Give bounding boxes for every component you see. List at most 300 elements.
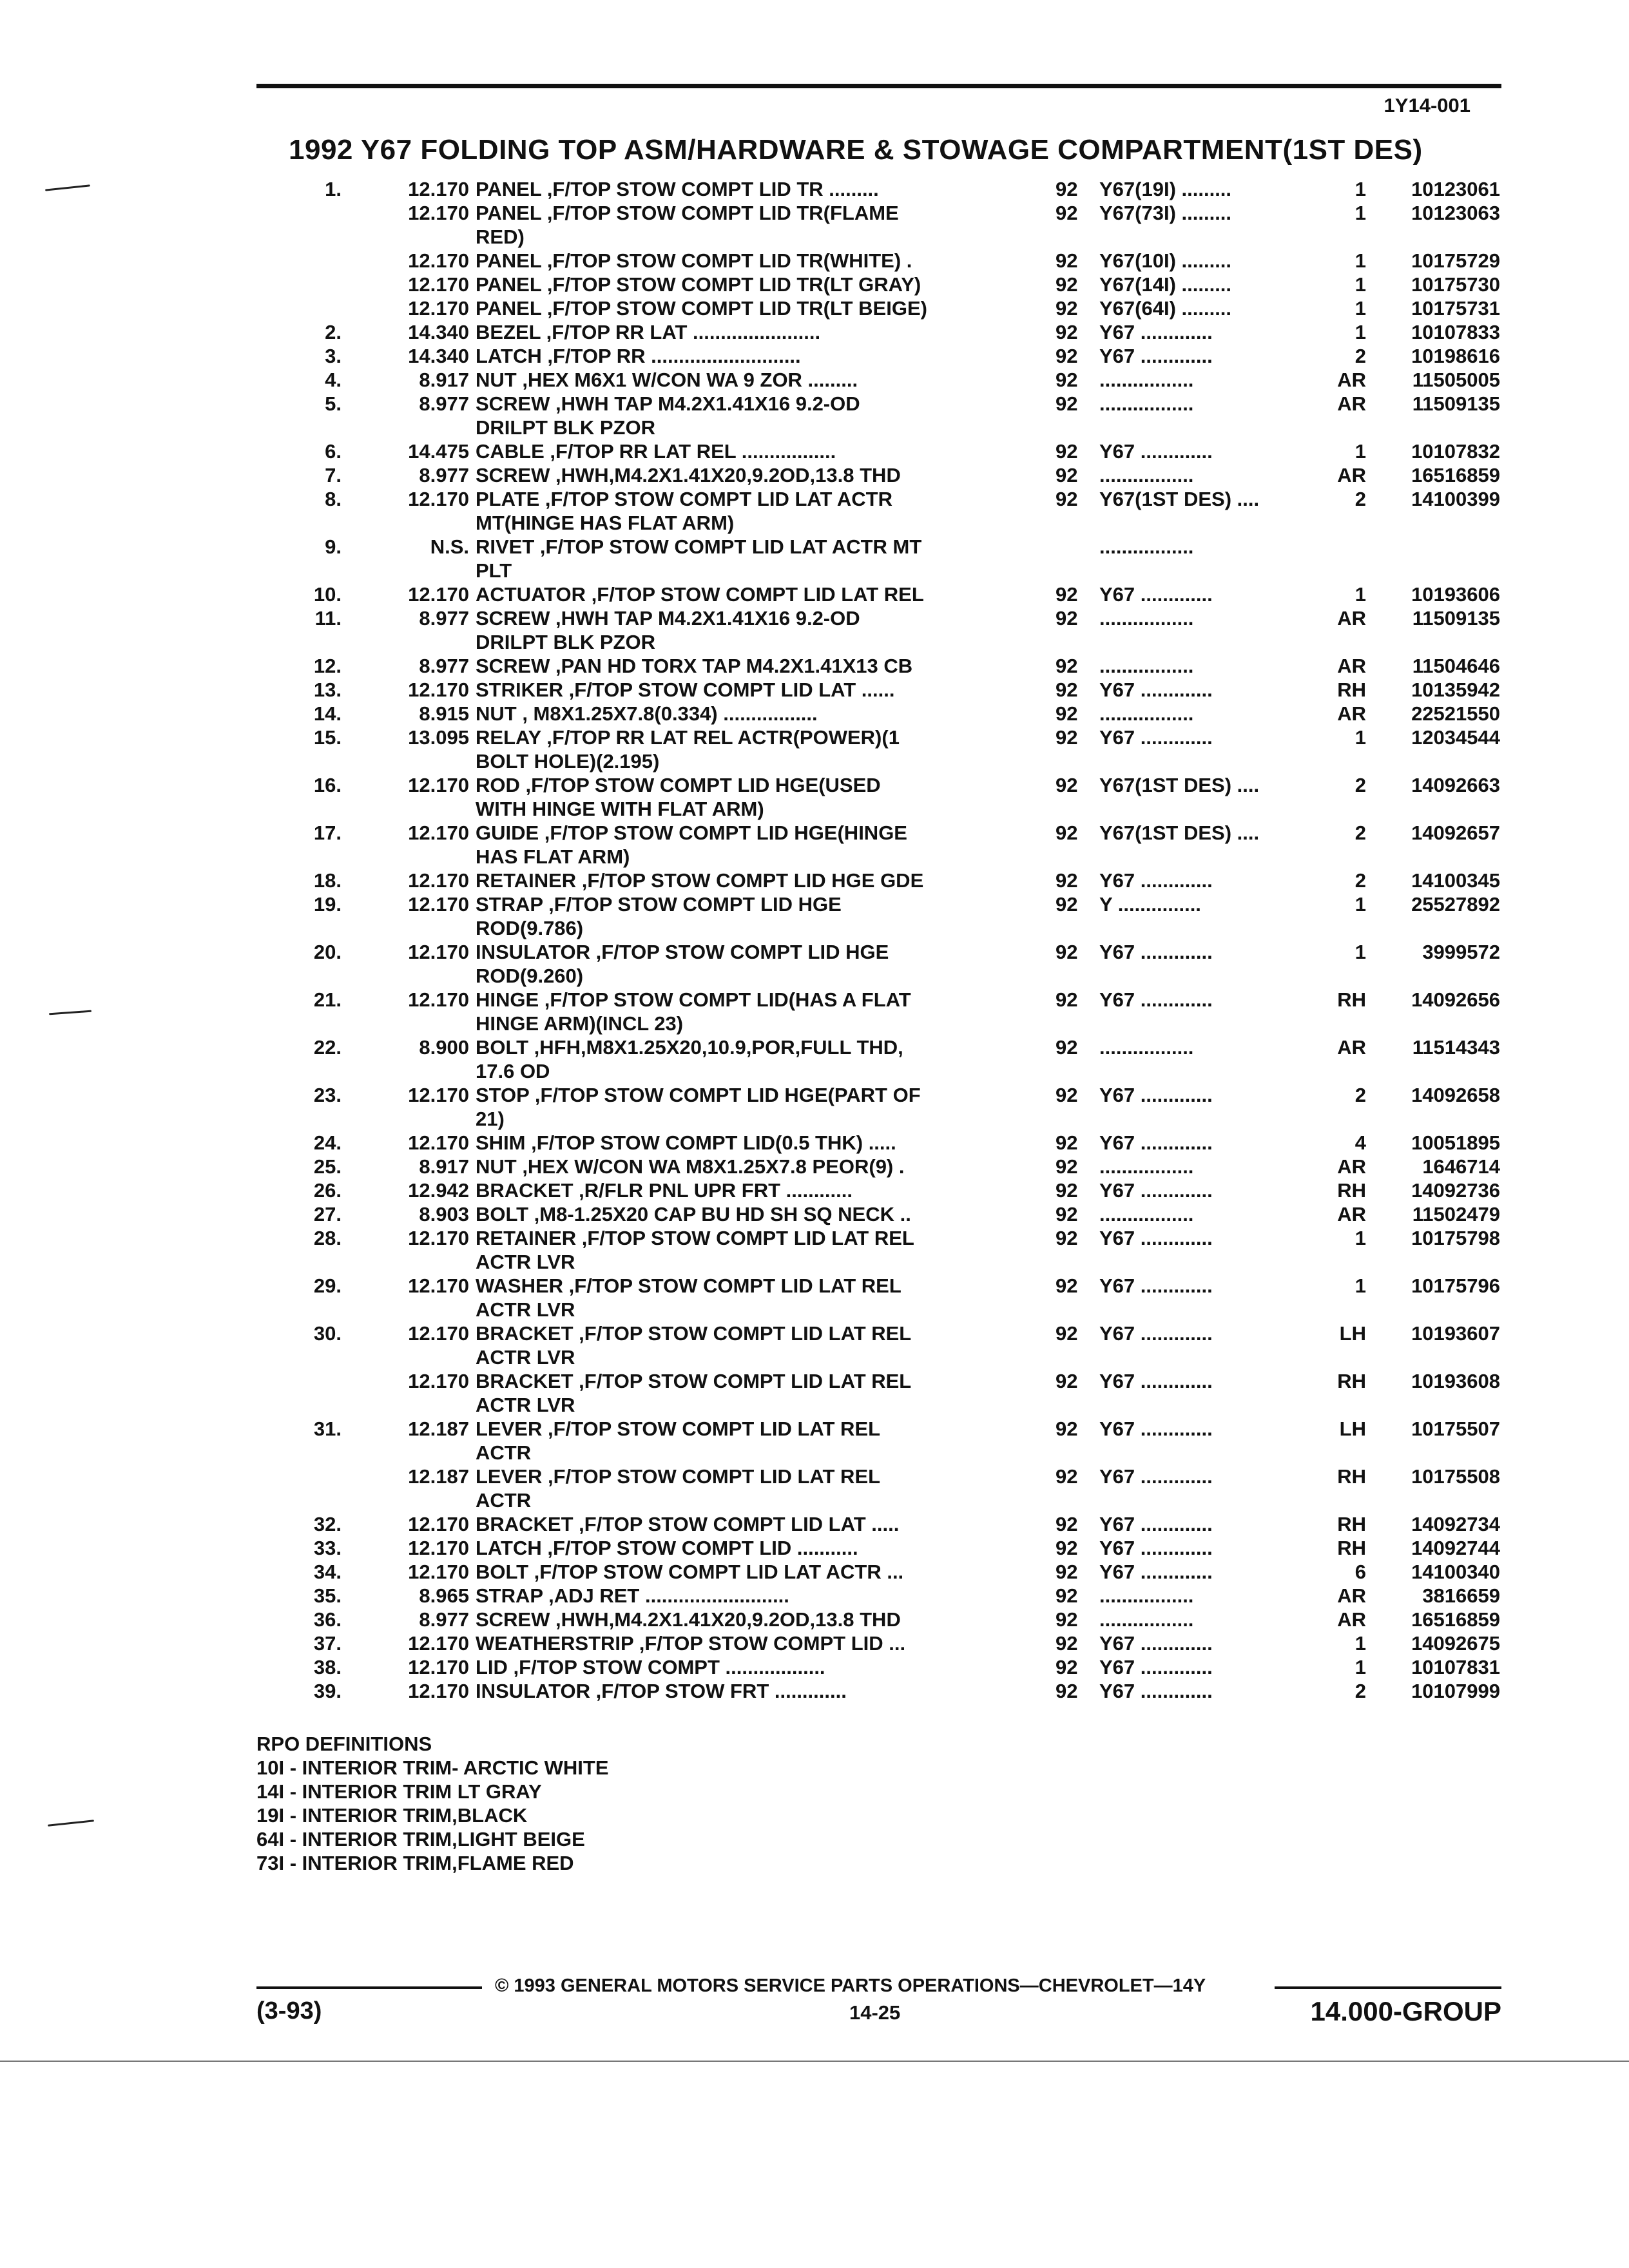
- part-description: ACTUATOR ,F/TOP STOW COMPT LID LAT REL: [476, 583, 924, 606]
- rpo-item: 73I - INTERIOR TRIM,FLAME RED: [256, 1852, 574, 1874]
- quantity: 2: [1354, 345, 1366, 367]
- part-number: 11502479: [1412, 1203, 1500, 1225]
- model-year: 92: [1055, 607, 1078, 629]
- part-description: BOLT ,F/TOP STOW COMPT LID LAT ACTR ...: [476, 1561, 904, 1583]
- model-year: 92: [1055, 273, 1078, 296]
- parts-row: [0, 1369, 1629, 1417]
- part-description: NUT , M8X1.25X7.8(0.334) .................: [476, 702, 818, 725]
- parts-row: [0, 606, 1629, 654]
- part-number: 10175508: [1411, 1465, 1500, 1488]
- quantity: RH: [1337, 678, 1366, 701]
- model-code: .................: [1099, 702, 1194, 725]
- quantity: 6: [1354, 1561, 1366, 1583]
- quantity: AR: [1337, 1155, 1366, 1178]
- part-description: RELAY ,F/TOP RR LAT REL ACTR(POWER)(1 BOLT HOLE)(2.195): [476, 726, 900, 773]
- quantity: 2: [1354, 774, 1366, 796]
- part-number: 10175796: [1411, 1274, 1500, 1297]
- item-number: 22.: [313, 1036, 342, 1059]
- group-number: 8.977: [419, 464, 469, 486]
- model-year: 92: [1055, 726, 1078, 749]
- model-code: Y67(19I) .........: [1099, 178, 1232, 200]
- part-description: LATCH ,F/TOP RR ...........................: [476, 345, 801, 367]
- part-number: 11514343: [1412, 1036, 1500, 1059]
- part-number: 3999572: [1422, 941, 1500, 963]
- model-code: Y67 .............: [1099, 678, 1213, 701]
- part-number: 10193607: [1411, 1322, 1500, 1345]
- parts-row: [0, 1655, 1629, 1679]
- footer-copyright: © 1993 GENERAL MOTORS SERVICE PARTS OPERATIONS—CHEVROLET—14Y: [495, 1975, 1206, 1996]
- parts-row: [0, 726, 1629, 773]
- parts-row: [0, 1631, 1629, 1655]
- quantity: 2: [1354, 869, 1366, 892]
- model-year: 92: [1055, 988, 1078, 1011]
- part-number: 10051895: [1411, 1131, 1500, 1154]
- part-number: 16516859: [1411, 1608, 1500, 1631]
- group-number: 12.170: [408, 1561, 469, 1583]
- quantity: 1: [1354, 202, 1366, 224]
- parts-row: [0, 463, 1629, 487]
- parts-row: [0, 1274, 1629, 1321]
- model-year: 92: [1055, 678, 1078, 701]
- parts-row: [0, 869, 1629, 892]
- group-number: 12.187: [408, 1418, 469, 1440]
- part-number: 25527892: [1411, 893, 1500, 916]
- parts-row: [0, 773, 1629, 821]
- model-year: 92: [1055, 1465, 1078, 1488]
- group-number: 12.170: [408, 1274, 469, 1297]
- model-code: .................: [1099, 1155, 1194, 1178]
- part-description: NUT ,HEX W/CON WA M8X1.25X7.8 PEOR(9) .: [476, 1155, 905, 1178]
- part-description: SCREW ,PAN HD TORX TAP M4.2X1.41X13 CB: [476, 655, 913, 677]
- item-number: 38.: [313, 1656, 342, 1678]
- model-year: 92: [1055, 1322, 1078, 1345]
- item-number: 32.: [313, 1513, 342, 1535]
- model-year: 92: [1055, 297, 1078, 320]
- part-description: GUIDE ,F/TOP STOW COMPT LID HGE(HINGE HAS FLAT ARM): [476, 822, 907, 868]
- part-number: 10175798: [1411, 1227, 1500, 1249]
- part-number: 10107831: [1411, 1656, 1500, 1678]
- group-number: 8.977: [419, 392, 469, 415]
- model-code: Y67 .............: [1099, 1465, 1213, 1488]
- model-code: Y67 .............: [1099, 1084, 1213, 1106]
- part-description: NUT ,HEX M6X1 W/CON WA 9 ZOR .........: [476, 369, 858, 391]
- footer-group: 14.000-GROUP: [1310, 1996, 1501, 2026]
- part-description: PANEL ,F/TOP STOW COMPT LID TR(LT GRAY): [476, 273, 921, 296]
- item-number: 28.: [313, 1227, 342, 1249]
- part-description: BEZEL ,F/TOP RR LAT .......................: [476, 321, 821, 343]
- rpo-definitions: [256, 1732, 609, 1875]
- part-number: 14100399: [1411, 488, 1500, 510]
- quantity: 1: [1354, 1227, 1366, 1249]
- item-number: 1.: [325, 178, 342, 200]
- part-number: 10107832: [1411, 440, 1500, 463]
- part-description: STRAP ,F/TOP STOW COMPT LID HGE ROD(9.786): [476, 893, 842, 939]
- model-code: Y67 .............: [1099, 869, 1213, 892]
- model-year: 92: [1055, 1608, 1078, 1631]
- model-code: Y67 .............: [1099, 1680, 1213, 1702]
- quantity: 1: [1354, 1274, 1366, 1297]
- group-number: 12.170: [408, 822, 469, 844]
- footer-date: (3-93): [256, 1997, 322, 2024]
- model-year: 92: [1055, 1179, 1078, 1202]
- part-description: SHIM ,F/TOP STOW COMPT LID(0.5 THK) .....: [476, 1131, 896, 1154]
- bottom-scan-line: [0, 2061, 1629, 2062]
- model-year: 92: [1055, 1084, 1078, 1106]
- parts-row: [0, 1679, 1629, 1703]
- parts-row: [0, 1512, 1629, 1536]
- model-year: 92: [1055, 369, 1078, 391]
- parts-row: [0, 1417, 1629, 1465]
- part-number: 14100345: [1411, 869, 1500, 892]
- part-description: LEVER ,F/TOP STOW COMPT LID LAT REL ACTR: [476, 1465, 881, 1512]
- group-number: 12.170: [408, 1131, 469, 1154]
- item-number: 34.: [313, 1561, 342, 1583]
- part-number: 1646714: [1422, 1155, 1500, 1178]
- model-code: Y67 .............: [1099, 1227, 1213, 1249]
- part-description: HINGE ,F/TOP STOW COMPT LID(HAS A FLAT HINGE ARM)(INCL 23): [476, 988, 911, 1035]
- group-number: 8.977: [419, 655, 469, 677]
- quantity: RH: [1337, 1465, 1366, 1488]
- model-year: 92: [1055, 440, 1078, 463]
- part-description: SCREW ,HWH,M4.2X1.41X20,9.2OD,13.8 THD: [476, 464, 901, 486]
- parts-row: [0, 1178, 1629, 1202]
- part-description: BRACKET ,R/FLR PNL UPR FRT ............: [476, 1179, 853, 1202]
- group-number: 8.917: [419, 1155, 469, 1178]
- group-number: 8.900: [419, 1036, 469, 1059]
- parts-row: [0, 392, 1629, 439]
- parts-row: [0, 487, 1629, 535]
- group-number: 12.170: [408, 583, 469, 606]
- group-number: 12.170: [408, 1656, 469, 1678]
- model-code: Y67 .............: [1099, 321, 1213, 343]
- model-code: Y67 .............: [1099, 1632, 1213, 1655]
- rpo-item: 14I - INTERIOR TRIM LT GRAY: [256, 1780, 542, 1803]
- model-code: Y67 .............: [1099, 1418, 1213, 1440]
- group-number: 12.170: [408, 988, 469, 1011]
- model-code: .................: [1099, 369, 1194, 391]
- quantity: RH: [1337, 1370, 1366, 1392]
- item-number: 30.: [313, 1322, 342, 1345]
- model-code: .................: [1099, 655, 1194, 677]
- group-number: 12.170: [408, 941, 469, 963]
- quantity: AR: [1337, 1036, 1366, 1059]
- group-number: 12.170: [408, 178, 469, 200]
- model-year: 92: [1055, 202, 1078, 224]
- group-number: 12.170: [408, 1632, 469, 1655]
- group-number: 8.915: [419, 702, 469, 725]
- parts-list: [0, 177, 1629, 1703]
- quantity: 1: [1354, 893, 1366, 916]
- part-number: 14092663: [1411, 774, 1500, 796]
- parts-row: [0, 296, 1629, 320]
- part-description: BOLT ,HFH,M8X1.25X20,10.9,POR,FULL THD, 17.6 OD: [476, 1036, 903, 1082]
- group-number: 12.170: [408, 869, 469, 892]
- rpo-item: 19I - INTERIOR TRIM,BLACK: [256, 1804, 528, 1827]
- part-description: WEATHERSTRIP ,F/TOP STOW COMPT LID ...: [476, 1632, 906, 1655]
- item-number: 9.: [325, 535, 342, 558]
- item-number: 8.: [325, 488, 342, 510]
- part-description: WASHER ,F/TOP STOW COMPT LID LAT REL ACTR LVR: [476, 1274, 901, 1321]
- model-year: 92: [1055, 702, 1078, 725]
- part-description: RETAINER ,F/TOP STOW COMPT LID LAT REL ACTR LVR: [476, 1227, 914, 1273]
- model-year: 92: [1055, 1418, 1078, 1440]
- model-code: Y67 .............: [1099, 1131, 1213, 1154]
- part-number: 11509135: [1412, 607, 1500, 629]
- parts-row: [0, 344, 1629, 368]
- part-number: 10123063: [1411, 202, 1500, 224]
- part-number: 14092744: [1411, 1537, 1500, 1559]
- model-code: Y67 .............: [1099, 1274, 1213, 1297]
- part-number: 16516859: [1411, 464, 1500, 486]
- parts-row: [0, 368, 1629, 392]
- quantity: RH: [1337, 988, 1366, 1011]
- group-number: 12.170: [408, 1370, 469, 1392]
- item-number: 37.: [313, 1632, 342, 1655]
- parts-row: [0, 1155, 1629, 1178]
- model-code: Y67(10I) .........: [1099, 249, 1232, 272]
- quantity: 1: [1354, 273, 1366, 296]
- quantity: AR: [1337, 392, 1366, 415]
- model-year: 92: [1055, 1680, 1078, 1702]
- model-year: 92: [1055, 178, 1078, 200]
- group-number: 12.170: [408, 202, 469, 224]
- quantity: 2: [1354, 822, 1366, 844]
- model-code: Y67(73I) .........: [1099, 202, 1232, 224]
- parts-row: [0, 1536, 1629, 1560]
- item-number: 29.: [313, 1274, 342, 1297]
- group-number: N.S.: [430, 535, 469, 558]
- part-description: PANEL ,F/TOP STOW COMPT LID TR .........: [476, 178, 879, 200]
- quantity: 1: [1354, 941, 1366, 963]
- model-year: 92: [1055, 1227, 1078, 1249]
- parts-row: [0, 1560, 1629, 1584]
- parts-row: [0, 1608, 1629, 1631]
- part-description: SCREW ,HWH,M4.2X1.41X20,9.2OD,13.8 THD: [476, 1608, 901, 1631]
- quantity: RH: [1337, 1179, 1366, 1202]
- part-description: LATCH ,F/TOP STOW COMPT LID ...........: [476, 1537, 858, 1559]
- parts-row: [0, 201, 1629, 249]
- group-number: 14.475: [408, 440, 469, 463]
- part-number: 10107833: [1411, 321, 1500, 343]
- part-description: RIVET ,F/TOP STOW COMPT LID LAT ACTR MT PLT: [476, 535, 922, 582]
- item-number: 6.: [325, 440, 342, 463]
- model-code: Y ...............: [1099, 893, 1201, 916]
- model-code: .................: [1099, 607, 1194, 629]
- part-description: RETAINER ,F/TOP STOW COMPT LID HGE GDE: [476, 869, 924, 892]
- part-description: SCREW ,HWH TAP M4.2X1.41X16 9.2-OD DRILPT BLK PZOR: [476, 392, 860, 439]
- model-year: 92: [1055, 1036, 1078, 1059]
- quantity: AR: [1337, 369, 1366, 391]
- quantity: RH: [1337, 1513, 1366, 1535]
- footer-rule: [1275, 1986, 1501, 1989]
- group-number: 12.170: [408, 1513, 469, 1535]
- model-code: Y67 .............: [1099, 1561, 1213, 1583]
- part-number: 10193608: [1411, 1370, 1500, 1392]
- parts-row: [0, 678, 1629, 702]
- model-code: Y67(1ST DES) ....: [1099, 822, 1260, 844]
- model-code: Y67(64I) .........: [1099, 297, 1232, 320]
- item-number: 14.: [313, 702, 342, 725]
- part-number: 10175731: [1411, 297, 1500, 320]
- model-code: Y67 .............: [1099, 941, 1213, 963]
- rpo-item: 10I - INTERIOR TRIM- ARCTIC WHITE: [256, 1756, 609, 1779]
- part-number: 11504646: [1412, 655, 1500, 677]
- part-description: PANEL ,F/TOP STOW COMPT LID TR(FLAME RED): [476, 202, 899, 248]
- part-description: CABLE ,F/TOP RR LAT REL .................: [476, 440, 836, 463]
- part-number: 10135942: [1411, 678, 1500, 701]
- model-code: .................: [1099, 392, 1194, 415]
- part-number: 10107999: [1411, 1680, 1500, 1702]
- group-number: 12.170: [408, 297, 469, 320]
- part-description: ROD ,F/TOP STOW COMPT LID HGE(USED WITH HINGE WITH FLAT ARM): [476, 774, 881, 820]
- parts-row: [0, 892, 1629, 940]
- model-year: 92: [1055, 1584, 1078, 1607]
- quantity: 1: [1354, 321, 1366, 343]
- part-description: SCREW ,HWH TAP M4.2X1.41X16 9.2-OD DRILPT BLK PZOR: [476, 607, 860, 653]
- model-code: Y67(1ST DES) ....: [1099, 488, 1260, 510]
- item-number: 5.: [325, 392, 342, 415]
- part-description: PLATE ,F/TOP STOW COMPT LID LAT ACTR MT(HINGE HAS FLAT ARM): [476, 488, 892, 534]
- model-year: 92: [1055, 941, 1078, 963]
- part-number: 14092675: [1411, 1632, 1500, 1655]
- group-number: 12.942: [408, 1179, 469, 1202]
- model-year: 92: [1055, 655, 1078, 677]
- top-rule: [256, 84, 1501, 88]
- part-description: INSULATOR ,F/TOP STOW FRT .............: [476, 1680, 847, 1702]
- quantity: 1: [1354, 1632, 1366, 1655]
- part-description: BRACKET ,F/TOP STOW COMPT LID LAT REL ACTR LVR: [476, 1322, 912, 1369]
- part-number: 10198616: [1411, 345, 1500, 367]
- model-year: 92: [1055, 1513, 1078, 1535]
- group-number: 13.095: [408, 726, 469, 749]
- part-number: 14092657: [1411, 822, 1500, 844]
- item-number: 33.: [313, 1537, 342, 1559]
- model-year: 92: [1055, 1561, 1078, 1583]
- part-description: PANEL ,F/TOP STOW COMPT LID TR(LT BEIGE): [476, 297, 927, 320]
- model-year: 92: [1055, 1632, 1078, 1655]
- part-number: 10175729: [1411, 249, 1500, 272]
- parts-row: [0, 439, 1629, 463]
- quantity: 1: [1354, 1656, 1366, 1678]
- part-number: 11509135: [1412, 392, 1500, 415]
- footer-page-number: 14-25: [849, 2001, 901, 2024]
- model-year: 92: [1055, 345, 1078, 367]
- parts-row: [0, 702, 1629, 726]
- item-number: 39.: [313, 1680, 342, 1702]
- item-number: 36.: [313, 1608, 342, 1631]
- model-code: Y67 .............: [1099, 583, 1213, 606]
- model-year: 92: [1055, 869, 1078, 892]
- model-code: .................: [1099, 1584, 1194, 1607]
- model-year: 92: [1055, 1274, 1078, 1297]
- group-number: 8.903: [419, 1203, 469, 1225]
- group-number: 12.170: [408, 893, 469, 916]
- item-number: 2.: [325, 321, 342, 343]
- parts-row: [0, 654, 1629, 678]
- quantity: RH: [1337, 1537, 1366, 1559]
- part-number: 14092736: [1411, 1179, 1500, 1202]
- model-code: Y67 .............: [1099, 988, 1213, 1011]
- quantity: 2: [1354, 488, 1366, 510]
- parts-row: [0, 1465, 1629, 1512]
- group-number: 12.170: [408, 488, 469, 510]
- item-number: 18.: [313, 869, 342, 892]
- quantity: 1: [1354, 440, 1366, 463]
- model-year: 92: [1055, 822, 1078, 844]
- part-description: BRACKET ,F/TOP STOW COMPT LID LAT REL ACTR LVR: [476, 1370, 912, 1416]
- part-number: 10175507: [1411, 1418, 1500, 1440]
- quantity: AR: [1337, 607, 1366, 629]
- item-number: 11.: [314, 607, 342, 629]
- model-year: 92: [1055, 774, 1078, 796]
- model-code: .................: [1099, 1036, 1194, 1059]
- part-description: LID ,F/TOP STOW COMPT ..................: [476, 1656, 825, 1678]
- parts-row: [0, 1321, 1629, 1369]
- parts-row: [0, 582, 1629, 606]
- model-code: Y67 .............: [1099, 1370, 1213, 1392]
- model-year: 92: [1055, 321, 1078, 343]
- group-number: 12.170: [408, 1322, 469, 1345]
- part-number: 14092658: [1411, 1084, 1500, 1106]
- item-number: 4.: [325, 369, 342, 391]
- item-number: 17.: [313, 822, 342, 844]
- group-number: 12.170: [408, 273, 469, 296]
- model-year: 92: [1055, 1203, 1078, 1225]
- model-code: .................: [1099, 535, 1194, 558]
- part-number: 10175730: [1411, 273, 1500, 296]
- quantity: LH: [1339, 1322, 1366, 1345]
- quantity: AR: [1337, 1203, 1366, 1225]
- page-code: 1Y14-001: [1383, 94, 1470, 117]
- group-number: 12.170: [408, 1537, 469, 1559]
- model-code: Y67 .............: [1099, 1179, 1213, 1202]
- item-number: 25.: [313, 1155, 342, 1178]
- item-number: 15.: [313, 726, 342, 749]
- part-description: BOLT ,M8-1.25X20 CAP BU HD SH SQ NECK ..: [476, 1203, 911, 1225]
- part-number: 11505005: [1412, 369, 1500, 391]
- parts-row: [0, 1035, 1629, 1083]
- parts-row: [0, 320, 1629, 344]
- item-number: 10.: [313, 583, 342, 606]
- parts-row: [0, 1131, 1629, 1155]
- parts-row: [0, 535, 1629, 582]
- quantity: LH: [1339, 1418, 1366, 1440]
- model-code: .................: [1099, 464, 1194, 486]
- item-number: 13.: [313, 678, 342, 701]
- item-number: 19.: [313, 893, 342, 916]
- part-description: LEVER ,F/TOP STOW COMPT LID LAT REL ACTR: [476, 1418, 881, 1464]
- group-number: 14.340: [408, 321, 469, 343]
- parts-row: [0, 249, 1629, 273]
- part-number: 12034544: [1411, 726, 1500, 749]
- model-code: Y67 .............: [1099, 345, 1213, 367]
- item-number: 20.: [313, 941, 342, 963]
- group-number: 8.917: [419, 369, 469, 391]
- model-year: 92: [1055, 464, 1078, 486]
- item-number: 23.: [313, 1084, 342, 1106]
- model-code: Y67 .............: [1099, 726, 1213, 749]
- part-number: 14100340: [1411, 1561, 1500, 1583]
- item-number: 35.: [313, 1584, 342, 1607]
- part-description: STOP ,F/TOP STOW COMPT LID HGE(PART OF 21): [476, 1084, 921, 1130]
- model-code: .................: [1099, 1203, 1194, 1225]
- group-number: 12.170: [408, 1680, 469, 1702]
- item-number: 21.: [313, 988, 342, 1011]
- rpo-heading: RPO DEFINITIONS: [256, 1733, 432, 1755]
- part-description: STRIKER ,F/TOP STOW COMPT LID LAT ......: [476, 678, 895, 701]
- item-number: 12.: [313, 655, 342, 677]
- parts-row: [0, 821, 1629, 869]
